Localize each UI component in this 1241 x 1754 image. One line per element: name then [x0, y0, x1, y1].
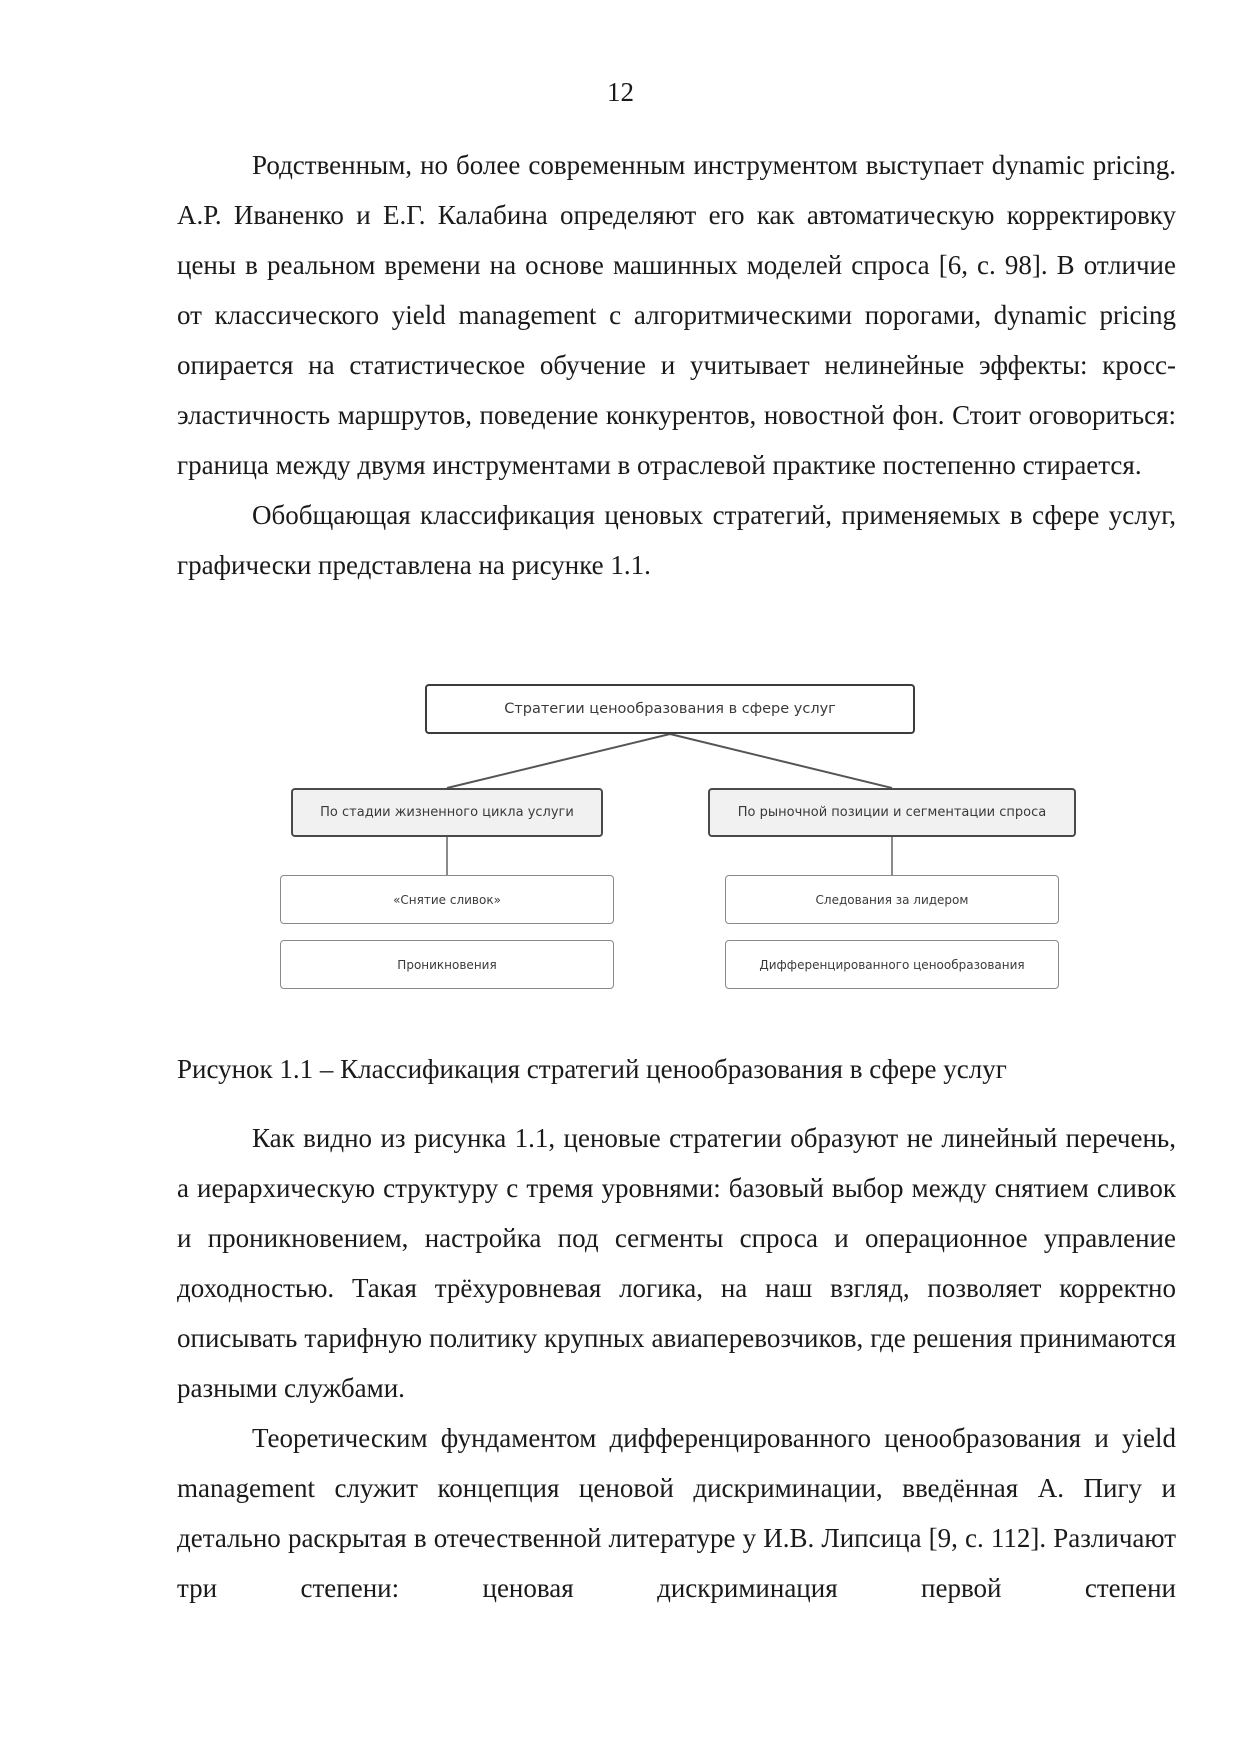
diagram-leaf-penetration: Проникновения [280, 940, 614, 989]
page-number: 12 [607, 77, 634, 107]
figure-caption: Рисунок 1.1 – Классификация стратегий ценообразования в сфере услуг [177, 1054, 1007, 1084]
paragraph-price-discrimination: Теоретическим фундаментом дифференцированного ценообразования и yield management служит концепция ценовой дискриминации, введённая А. Пигу и детально раскрытая в отечественной литературе у И.В. Липсица [9, с. 112]. Различают три степени: ценовая дискриминация первой степени [177, 1423, 1176, 1603]
paragraph-dynamic-pricing: Родственным, но более современным инструментом выступает dynamic pricing. А.Р. Иваненко и Е.Г. Калабина определяют его как автоматическую корректировку цены в реальном времени на основе машинных моделей спроса [6, с. 98]. В отличие от классического yield management с алгоритмическими порогами, dynamic pricing опирается на статистическое обучение и учитывает нелинейные эффекты: кросс-эластичность маршрутов, поведение конкурентов, новостной фон. Стоит оговориться: граница между двумя инструментами в отраслевой практике постепенно стирается. [177, 150, 1176, 480]
diagram-leaf-differentiated: Дифференцированного ценообразования [725, 940, 1059, 989]
body-text-bottom [177, 1113, 1176, 1613]
figure-pricing-strategies-diagram [177, 670, 1176, 1005]
paragraph-figure-intro: Обобщающая классификация ценовых стратегий, применяемых в сфере услуг, графически представлена на рисунке 1.1. [177, 500, 1176, 580]
diagram-node-lifecycle: По стадии жизненного цикла услуги [291, 788, 603, 837]
connector-root-left [447, 734, 670, 788]
paragraph-hierarchy: Как видно из рисунка 1.1, ценовые стратегии образуют не линейный перечень, а иерархическую структуру с тремя уровнями: базовый выбор между снятием сливок и проникновением, настройка под сегменты спроса и операционное управление доходностью. Такая трёхуровневая логика, на наш взгляд, позволяет корректно описывать тарифную политику крупных авиаперевозчиков, где решения принимаются разными службами. [177, 1123, 1176, 1403]
body-text-top [177, 140, 1176, 590]
diagram-node-market-position: По рыночной позиции и сегментации спроса [708, 788, 1076, 837]
connector-root-right [670, 734, 892, 788]
diagram-root-node: Стратегии ценообразования в сфере услуг [425, 684, 915, 734]
diagram-leaf-skimming: «Снятие сливок» [280, 875, 614, 924]
diagram-leaf-follow-leader: Следования за лидером [725, 875, 1059, 924]
